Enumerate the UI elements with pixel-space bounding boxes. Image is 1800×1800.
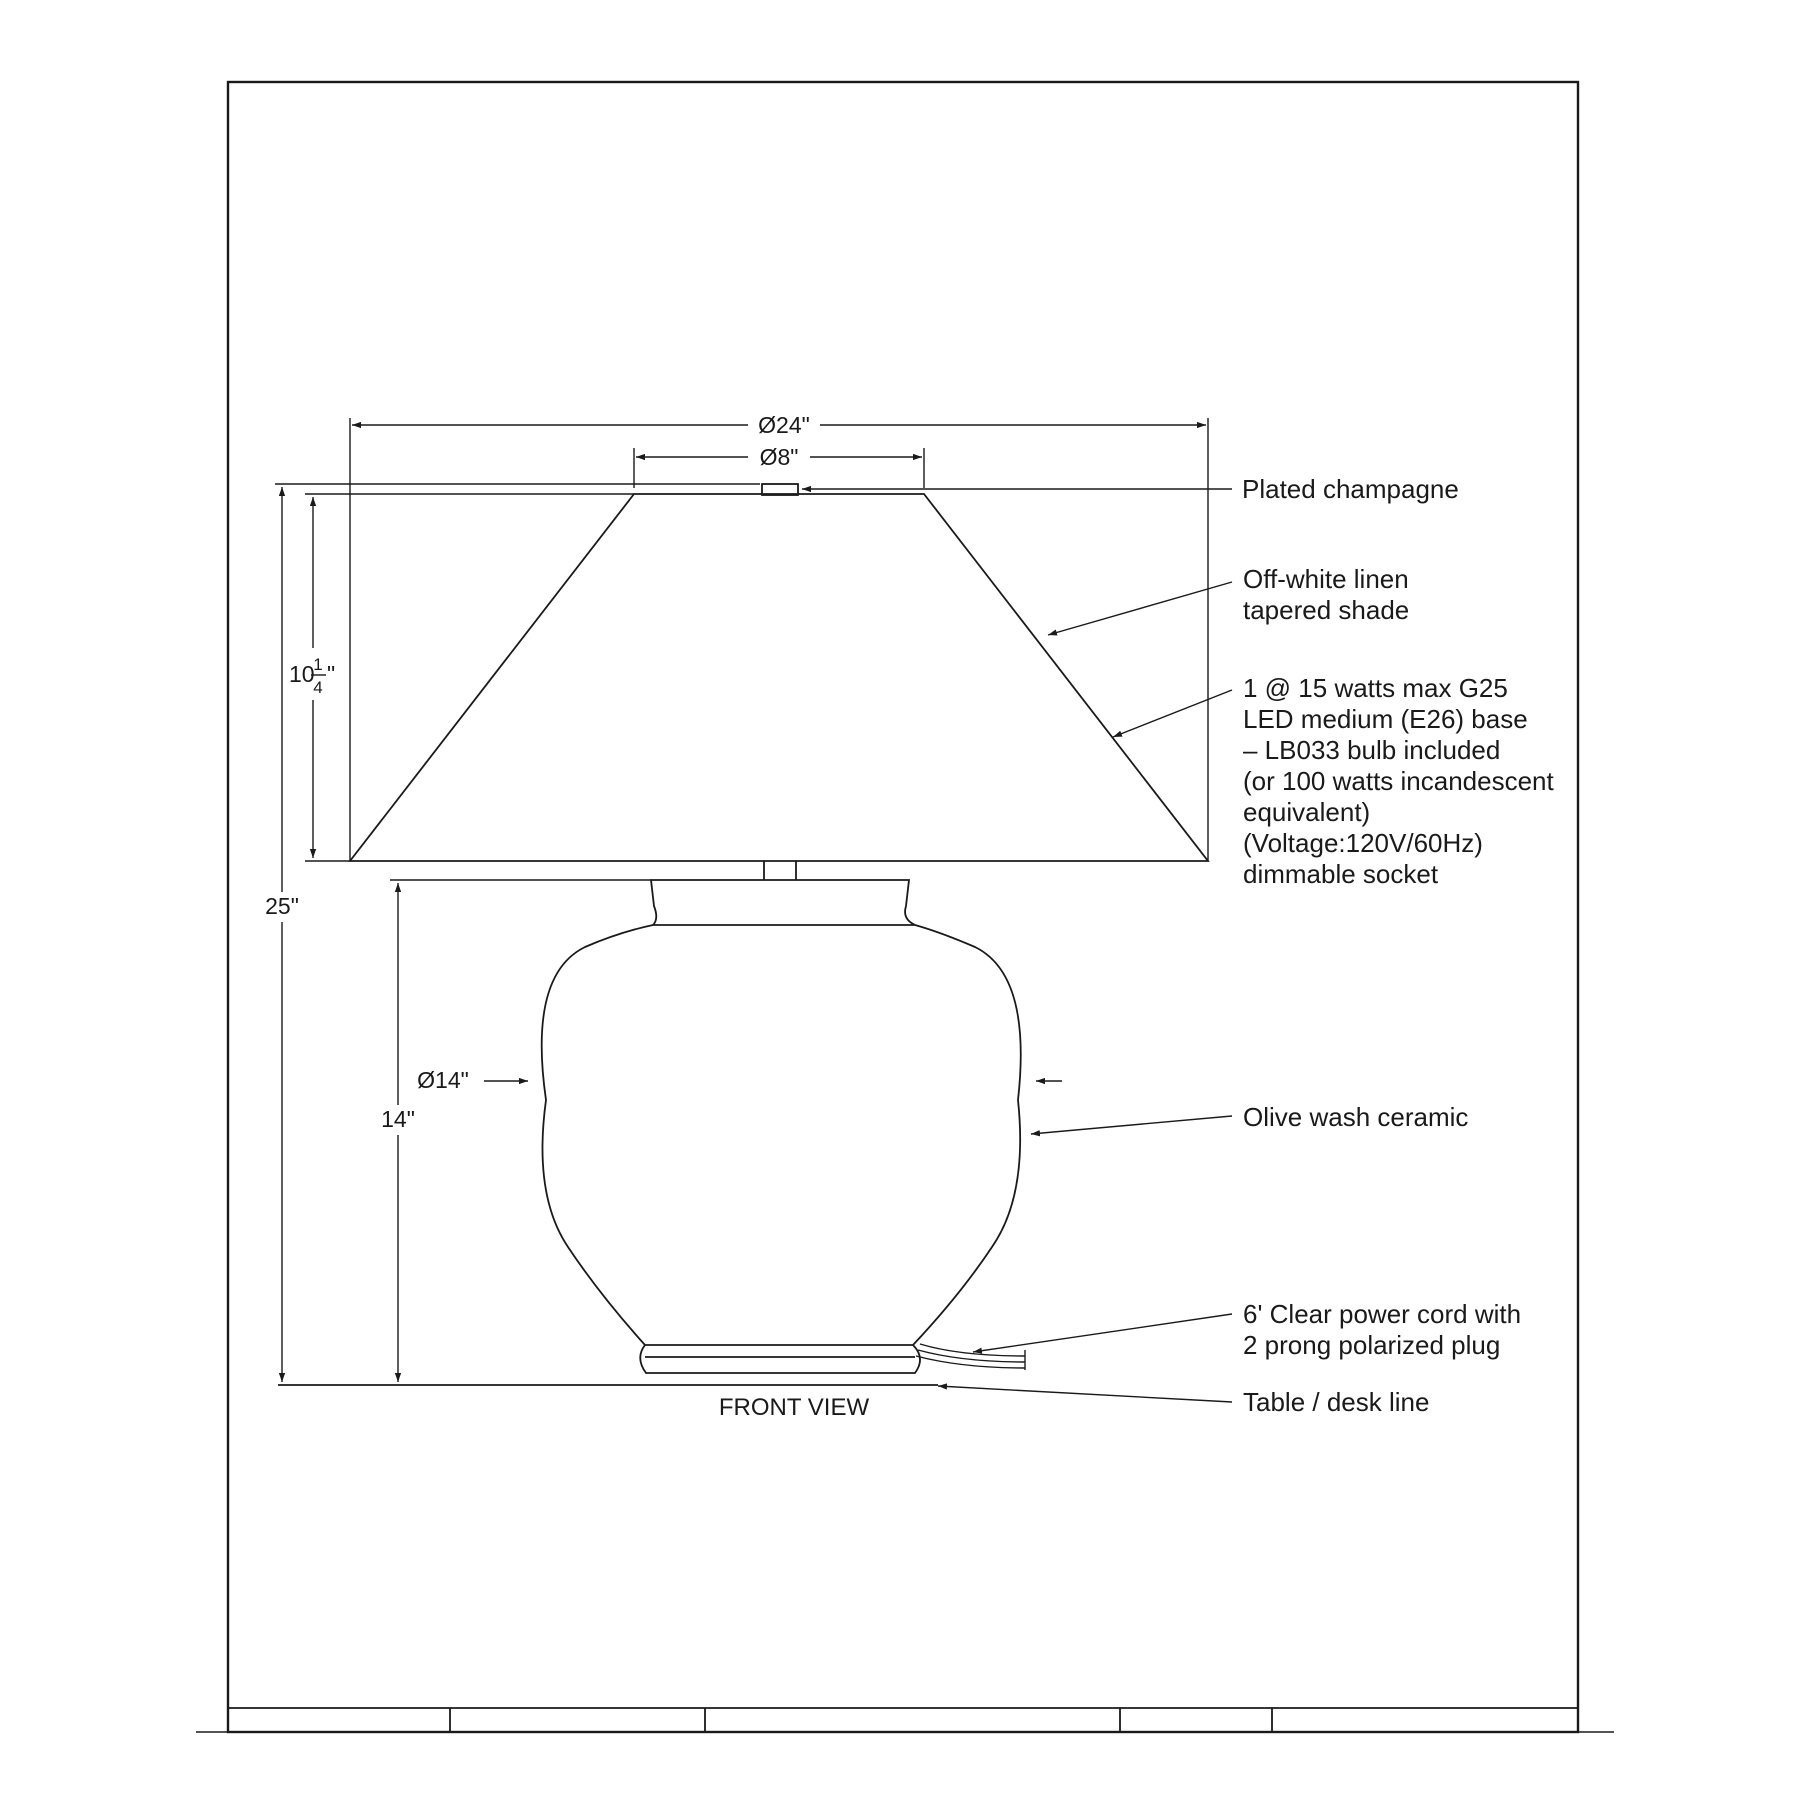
view-label: FRONT VIEW [718, 1394, 870, 1421]
dim-base-height [381, 883, 415, 1382]
callout-cord-line-1: 6' Clear power cord with [1243, 1299, 1522, 1329]
callout-bulb-line-2: LED medium (E26) base [1243, 704, 1528, 734]
callout-table [938, 1386, 1429, 1417]
dim-shade-bottom-label: Ø24" [758, 412, 810, 438]
callout-bulb-line-5: equivalent) [1243, 797, 1371, 827]
callout-cord-line-2: 2 prong polarized plug [1243, 1330, 1501, 1360]
callout-bulb-line-3: – LB033 bulb included [1243, 735, 1501, 765]
callout-shade-line-1: Off-white linen [1243, 564, 1409, 594]
dim-base-height-label: 14" [381, 1106, 415, 1132]
callout-bulb-line-7: dimmable socket [1243, 859, 1439, 889]
dim-shade-height-den: 4 [313, 678, 323, 697]
dim-shade-top-diameter [634, 444, 924, 488]
dim-overall-height [265, 487, 299, 1382]
callout-bulb-line-6: (Voltage:120V/60Hz) [1243, 828, 1483, 858]
dim-overall-height-label: 25" [265, 893, 299, 919]
callout-bulb-line-1: 1 @ 15 watts max G25 [1243, 673, 1508, 703]
sheet-border [228, 82, 1578, 1732]
dim-base-diameter-label: Ø14" [417, 1067, 469, 1093]
callout-body [1031, 1102, 1468, 1134]
dim-shade-height-num: 1 [313, 655, 323, 674]
dim-shade-bottom-diameter [350, 412, 1208, 861]
title-block [196, 1708, 1614, 1732]
lamp-shade [350, 494, 1208, 861]
callout-shade [1048, 564, 1409, 635]
callout-bulb-line-4: (or 100 watts incandescent [1243, 766, 1554, 796]
callout-bulb [1113, 673, 1555, 889]
callout-body-line-1: Olive wash ceramic [1243, 1102, 1469, 1132]
power-cord [916, 1344, 1025, 1370]
callout-shade-line-2: tapered shade [1243, 595, 1410, 625]
callout-cord [973, 1299, 1521, 1360]
callout-finial [802, 474, 1459, 504]
callout-table-line-1: Table / desk line [1243, 1387, 1430, 1417]
dim-shade-height [289, 497, 335, 858]
dim-shade-top-label: Ø8" [759, 444, 799, 470]
callout-finial-line-1: Plated champagne [1242, 474, 1459, 504]
dim-base-diameter [417, 1067, 1062, 1093]
dim-shade-height-unit: " [327, 661, 336, 687]
lamp-neck [764, 861, 796, 880]
lamp-body [542, 880, 1021, 1373]
dim-shade-height-whole: 10 [289, 661, 315, 687]
